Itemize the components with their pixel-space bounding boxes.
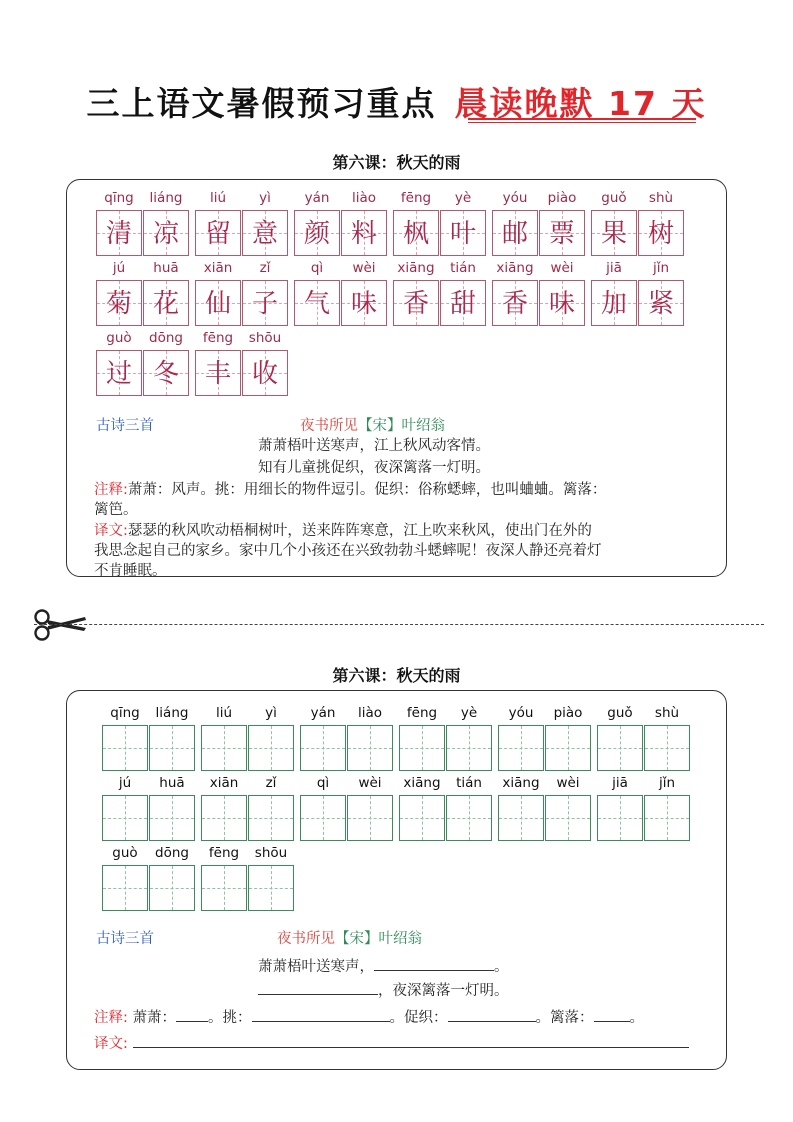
fill-blank-translation[interactable]: [133, 1033, 689, 1048]
exercise-notes: [94, 1006, 644, 1027]
writing-cell[interactable]: [545, 795, 591, 841]
pinyin-label: liáng: [155, 705, 189, 721]
pinyin-label: liào: [357, 705, 383, 721]
exercise-line-2: [258, 979, 509, 1000]
scissors-icon: [30, 608, 88, 642]
writing-cell[interactable]: [347, 795, 393, 841]
writing-cell[interactable]: [347, 725, 393, 771]
pinyin-label: dōng: [155, 845, 189, 861]
grid-guide-vertical: [125, 726, 126, 770]
pinyin-label: guò: [106, 330, 132, 346]
grid-guide-vertical: [620, 796, 621, 840]
exercise-poem-heading: [277, 927, 422, 948]
hanzi-character: 收: [251, 359, 278, 389]
character-cell: [294, 210, 340, 256]
pinyin-label: fēng: [400, 190, 432, 206]
character-cell: [242, 210, 288, 256]
hanzi-character: 紧: [647, 289, 674, 319]
pinyin-label: wèi: [352, 260, 376, 276]
hanzi-character: 颜: [303, 219, 330, 249]
poem-line-2: 知有儿童挑促织，夜深篱落一灯明。: [258, 460, 490, 476]
hanzi-character: 气: [303, 289, 330, 319]
pinyin-label: wèi: [556, 775, 580, 791]
pinyin-label: jú: [112, 260, 126, 276]
note-term-xiaoxiao: 萧萧：: [132, 1010, 176, 1026]
grid-guide-vertical: [521, 796, 522, 840]
hanzi-character: 味: [548, 289, 575, 319]
title-main: 三上语文暑假预习重点: [86, 84, 437, 123]
hanzi-character: 丰: [204, 359, 231, 389]
grid-guide-vertical: [224, 866, 225, 910]
exercise-poem-dynasty: 【宋】: [335, 931, 379, 947]
pinyin-label: qì: [310, 260, 324, 276]
hanzi-character: 清: [105, 219, 132, 249]
writing-cell[interactable]: [300, 795, 346, 841]
grid-guide-vertical: [370, 726, 371, 770]
writing-cell[interactable]: [201, 795, 247, 841]
pinyin-label: xiān: [203, 260, 233, 276]
exercise-line-1-suffix: 。: [494, 959, 509, 975]
character-cell: [638, 210, 684, 256]
grid-guide-vertical: [370, 796, 371, 840]
hanzi-character: 凉: [152, 219, 179, 249]
hanzi-character: 过: [105, 359, 132, 389]
title-underline: [468, 118, 696, 120]
grid-guide-vertical: [568, 726, 569, 770]
pinyin-label: shù: [648, 190, 674, 206]
hanzi-character: 留: [204, 219, 231, 249]
hanzi-character: 加: [600, 289, 627, 319]
poem-note-line-2: 篱笆。: [94, 502, 138, 518]
pinyin-label: qīng: [104, 190, 134, 206]
grid-guide-vertical: [521, 726, 522, 770]
exercise-poem-author: 叶绍翁: [378, 931, 422, 947]
character-cell: [195, 350, 241, 396]
writing-cell[interactable]: [149, 795, 195, 841]
character-cell: [591, 210, 637, 256]
pinyin-label: jú: [118, 775, 132, 791]
fill-blank-cuzhi[interactable]: [448, 1007, 536, 1022]
grid-guide-vertical: [620, 726, 621, 770]
hanzi-character: 香: [501, 289, 528, 319]
character-cell: [492, 210, 538, 256]
poem-author: 叶绍翁: [401, 418, 445, 434]
grid-guide-vertical: [469, 796, 470, 840]
grid-guide-vertical: [323, 726, 324, 770]
writing-cell[interactable]: [644, 795, 690, 841]
pinyin-label: yè: [460, 705, 478, 721]
hanzi-character: 树: [647, 219, 674, 249]
note-label: 注释:: [94, 482, 128, 498]
character-cell: [96, 210, 142, 256]
fill-blank-xiaoxiao[interactable]: [176, 1007, 208, 1022]
poem-note-line-1: [94, 478, 606, 499]
pinyin-label: qì: [316, 775, 330, 791]
note-term-cuzhi: 。促织：: [389, 1010, 448, 1026]
pinyin-label: zǐ: [265, 775, 277, 791]
fill-blank-liluo[interactable]: [594, 1007, 630, 1022]
pinyin-label: huā: [153, 260, 179, 276]
fill-blank-tiao[interactable]: [252, 1007, 390, 1022]
hanzi-character: 仙: [204, 289, 231, 319]
grid-guide-vertical: [422, 726, 423, 770]
grid-guide-vertical: [172, 866, 173, 910]
writing-cell[interactable]: [102, 865, 148, 911]
exercise-poem-title: 夜书所见: [277, 931, 335, 947]
writing-cell[interactable]: [498, 725, 544, 771]
title-highlight: 晨读晚默 17 天: [454, 84, 707, 123]
poem-translation-line-3: 不肯睡眠。: [94, 563, 167, 579]
pinyin-label: jiā: [606, 260, 622, 276]
pinyin-label: zǐ: [259, 260, 271, 276]
character-cell: [195, 210, 241, 256]
poem-dynasty: 【宋】: [358, 418, 402, 434]
hanzi-character: 邮: [501, 219, 528, 249]
writing-cell[interactable]: [644, 725, 690, 771]
poem-section-label: 古诗三首: [96, 418, 154, 434]
pinyin-label: fēng: [202, 330, 234, 346]
writing-cell[interactable]: [545, 725, 591, 771]
pinyin-label: yì: [265, 705, 277, 721]
pinyin-label: jǐn: [652, 260, 670, 276]
poem-translation-line-1: [94, 519, 592, 540]
character-cell: [638, 280, 684, 326]
pinyin-label: piào: [547, 190, 577, 206]
hanzi-character: 料: [350, 219, 377, 249]
pinyin-label: yóu: [508, 705, 534, 721]
grid-guide-vertical: [422, 796, 423, 840]
grid-guide-vertical: [271, 866, 272, 910]
grid-guide-vertical: [224, 726, 225, 770]
lesson-title-top: 第六课：秋天的雨: [332, 153, 461, 172]
pinyin-label: huā: [159, 775, 185, 791]
writing-cell[interactable]: [399, 795, 445, 841]
pinyin-label: fēng: [406, 705, 438, 721]
writing-cell[interactable]: [201, 725, 247, 771]
poem-heading: [300, 414, 445, 435]
character-cell: [143, 280, 189, 326]
pinyin-label: liú: [215, 705, 233, 721]
translation-text-1: 瑟瑟的秋风吹动梧桐树叶，送来阵阵寒意，江上吹来秋风，使出门在外的: [127, 523, 592, 539]
pinyin-label: yì: [259, 190, 271, 206]
pinyin-label: wèi: [358, 775, 382, 791]
pinyin-label: tián: [450, 260, 476, 276]
pinyin-label: yóu: [502, 190, 528, 206]
writing-cell[interactable]: [597, 725, 643, 771]
exercise-card: [66, 690, 727, 1070]
grid-guide-vertical: [568, 796, 569, 840]
poem-line-1: 萧萧梧叶送寒声，江上秋风动客情。: [258, 438, 490, 454]
grid-guide-vertical: [667, 796, 668, 840]
writing-cell[interactable]: [498, 795, 544, 841]
poem-title: 夜书所见: [300, 418, 358, 434]
character-cell: [341, 280, 387, 326]
character-cell: [440, 280, 486, 326]
writing-cell[interactable]: [300, 725, 346, 771]
character-cell: [539, 280, 585, 326]
pinyin-label: piào: [553, 705, 583, 721]
writing-cell[interactable]: [248, 795, 294, 841]
pinyin-label: shōu: [254, 845, 288, 861]
character-cell: [96, 350, 142, 396]
grid-guide-vertical: [667, 726, 668, 770]
character-cell: [393, 280, 439, 326]
pinyin-label: liào: [351, 190, 377, 206]
writing-cell[interactable]: [399, 725, 445, 771]
character-cell: [539, 210, 585, 256]
hanzi-character: 香: [402, 289, 429, 319]
exercise-note-label: 注释:: [94, 1010, 128, 1026]
hanzi-character: 菊: [105, 289, 132, 319]
writing-cell[interactable]: [446, 795, 492, 841]
hanzi-character: 子: [251, 289, 278, 319]
grid-guide-vertical: [125, 866, 126, 910]
character-cell: [143, 350, 189, 396]
character-cell: [143, 210, 189, 256]
hanzi-character: 花: [152, 289, 179, 319]
pinyin-label: yán: [310, 705, 336, 721]
writing-cell[interactable]: [248, 865, 294, 911]
exercise-section-label: 古诗三首: [96, 931, 154, 947]
pinyin-label: xiāng: [502, 775, 540, 791]
hanzi-character: 甜: [449, 289, 476, 319]
pinyin-label: guǒ: [601, 190, 627, 206]
pinyin-label: yè: [454, 190, 472, 206]
writing-cell[interactable]: [149, 725, 195, 771]
grid-guide-vertical: [469, 726, 470, 770]
pinyin-label: xiāng: [403, 775, 441, 791]
grid-guide-vertical: [125, 796, 126, 840]
exercise-line-1-prefix: 萧萧梧叶送寒声，: [258, 959, 374, 975]
fill-blank-line-2[interactable]: [258, 980, 378, 995]
pinyin-label: fēng: [208, 845, 240, 861]
pinyin-label: yán: [304, 190, 330, 206]
character-cell: [96, 280, 142, 326]
pinyin-label: guǒ: [607, 705, 633, 721]
hanzi-character: 果: [600, 219, 627, 249]
pinyin-label: liáng: [149, 190, 183, 206]
writing-cell[interactable]: [597, 795, 643, 841]
note-term-tiao: 。挑：: [208, 1010, 252, 1026]
hanzi-character: 意: [251, 219, 278, 249]
answer-card: [66, 179, 727, 577]
grid-guide-vertical: [172, 796, 173, 840]
grid-guide-vertical: [271, 796, 272, 840]
hanzi-character: 枫: [402, 219, 429, 249]
hanzi-character: 味: [350, 289, 377, 319]
cut-line: [34, 624, 764, 625]
pinyin-label: shōu: [248, 330, 282, 346]
note-end: 。: [629, 1010, 644, 1026]
pinyin-label: xiāng: [397, 260, 435, 276]
exercise-translation-label: 译文:: [94, 1036, 128, 1052]
character-cell: [195, 280, 241, 326]
grid-guide-vertical: [323, 796, 324, 840]
exercise-line-1: [258, 955, 509, 976]
writing-cell[interactable]: [102, 795, 148, 841]
writing-cell[interactable]: [248, 725, 294, 771]
character-cell: [591, 280, 637, 326]
pinyin-label: jǐn: [658, 775, 676, 791]
pinyin-label: dōng: [149, 330, 183, 346]
exercise-line-2-suffix: ，夜深篱落一灯明。: [378, 983, 509, 999]
character-cell: [242, 350, 288, 396]
title-underline-thin: [468, 122, 696, 123]
grid-guide-vertical: [224, 796, 225, 840]
grid-guide-vertical: [172, 726, 173, 770]
note-text-1: 萧萧：风声。挑：用细长的物件逗引。促织：俗称蟋蟀，也叫蛐蛐。篱落：: [127, 482, 607, 498]
hanzi-character: 冬: [152, 359, 179, 389]
pinyin-label: wèi: [550, 260, 574, 276]
character-cell: [440, 210, 486, 256]
writing-cell[interactable]: [446, 725, 492, 771]
note-term-liluo: 。篱落：: [535, 1010, 594, 1026]
grid-guide-vertical: [271, 726, 272, 770]
writing-cell[interactable]: [149, 865, 195, 911]
pinyin-label: xiāng: [496, 260, 534, 276]
pinyin-label: qīng: [110, 705, 140, 721]
character-cell: [242, 280, 288, 326]
pinyin-label: guò: [112, 845, 138, 861]
poem-translation-line-2: 我思念起自己的家乡。家中几个小孩还在兴致勃勃斗蟋蟀呢！夜深人静还亮着灯: [94, 543, 602, 559]
character-cell: [294, 280, 340, 326]
hanzi-character: 叶: [449, 219, 476, 249]
exercise-translation: [94, 1032, 689, 1053]
hanzi-character: 票: [548, 219, 575, 249]
character-cell: [492, 280, 538, 326]
character-cell: [341, 210, 387, 256]
writing-cell[interactable]: [102, 725, 148, 771]
pinyin-label: shù: [654, 705, 680, 721]
writing-cell[interactable]: [201, 865, 247, 911]
pinyin-label: tián: [456, 775, 482, 791]
fill-blank-line-1[interactable]: [374, 956, 494, 971]
pinyin-label: jiā: [612, 775, 628, 791]
pinyin-label: liú: [209, 190, 227, 206]
lesson-title-bottom: 第六课：秋天的雨: [332, 666, 461, 685]
character-cell: [393, 210, 439, 256]
pinyin-label: xiān: [209, 775, 239, 791]
translation-label: 译文:: [94, 523, 128, 539]
